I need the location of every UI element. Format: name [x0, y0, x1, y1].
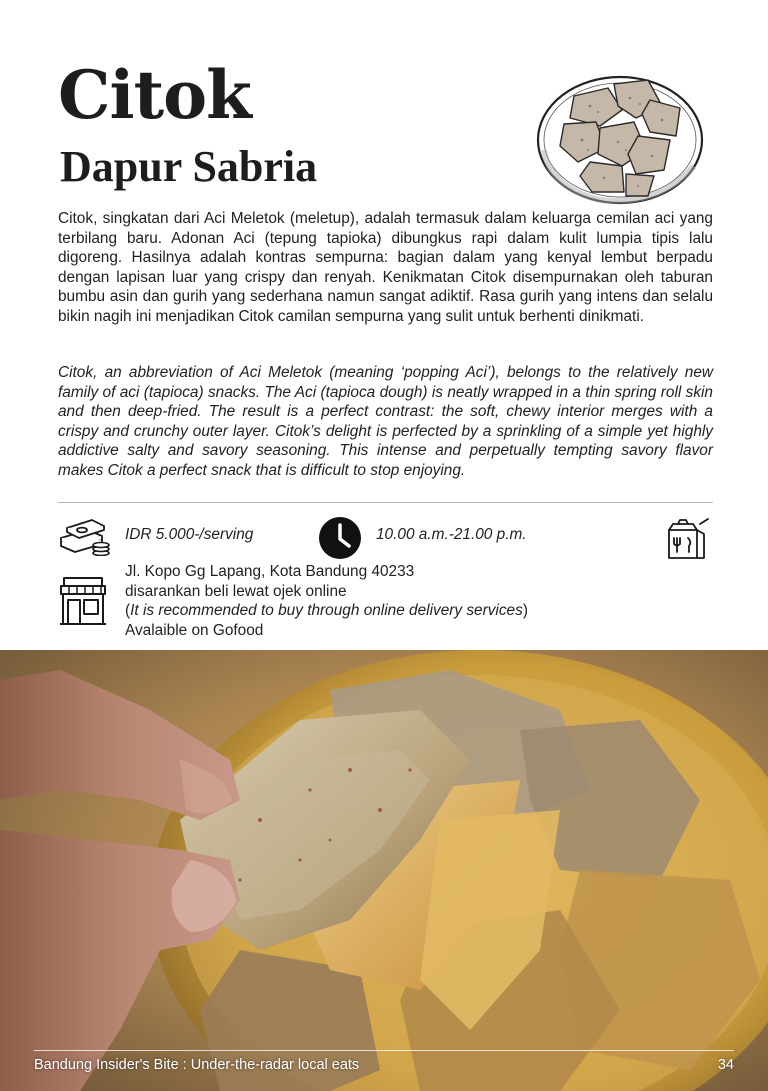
- delivery-note-english-text: It is recommended to buy through online delivery services: [130, 602, 523, 619]
- paren-open: (: [125, 602, 131, 619]
- takeaway-bag-icon: [664, 516, 710, 560]
- citok-plate-illustration: [530, 70, 706, 206]
- opening-hours-text: 10.00 a.m.-21.00 p.m.: [376, 526, 527, 543]
- delivery-note-english: [125, 601, 528, 621]
- delivery-note-indonesian: disarankan beli lewat ojek online: [125, 582, 347, 600]
- section-divider: [58, 502, 713, 503]
- page-number: 34: [717, 1057, 734, 1073]
- address-block: [125, 562, 528, 640]
- paren-close: ): [522, 602, 528, 619]
- clock-icon: [318, 516, 362, 560]
- footer-caption: Bandung Insider's Bite : Under-the-radar local eats: [34, 1057, 360, 1073]
- description-english: Citok, an abbreviation of Aci Meletok (meaning ‘popping Aci’), belongs to the relatively new family of aci (tapioca) snacks. The Aci (tapioca dough) is neatly wrapped in a thin spring roll skin and then deep-fried. The result is a perfect contrast: the soft, chewy interior merges with a crispy and crunchy outer layer. Citok’s delight is perfected by a sprinkling of a simple yet highly addictive salty and savory seasoning. This intense and perpetually tempting savory flavor makes Citok a perfect snack that is difficult to stop enjoying.: [58, 364, 713, 479]
- storefront-icon: [58, 576, 108, 626]
- citok-food-photo: [0, 650, 768, 1091]
- address-text: Jl. Kopo Gg Lapang, Kota Bandung 40233: [125, 563, 415, 580]
- description-indonesian: Citok, singkatan dari Aci Meletok (meletup), adalah termasuk dalam keluarga cemilan aci yang terbilang baru. Adonan Aci (tepung tapioka) dibungkus rapi dalam kulit lumpia tipis lalu digoreng. Hasilnya adalah kontras sempurna: bagian dalam yang kenyal lembut berpadu dengan lapisan luar yang crispy dan renyah. Kenikmatan Citok disempurnakan oleh taburan bumbu asin dan gurih yang sederhana namun sangat adiktif. Rasa gurih yang intens dan selalu bikin nagih ini menjadikan Citok camilan sempurna yang sulit untuk berhenti dinikmati.: [58, 210, 713, 325]
- footer-divider: [34, 1050, 734, 1051]
- availability-text: Avalaible on Gofood: [125, 621, 264, 639]
- money-stack-icon: [58, 514, 112, 556]
- page-subtitle: Dapur Sabria: [60, 142, 318, 191]
- page-title: Citok: [58, 56, 251, 134]
- price-text: IDR 5.000-/serving: [125, 526, 254, 543]
